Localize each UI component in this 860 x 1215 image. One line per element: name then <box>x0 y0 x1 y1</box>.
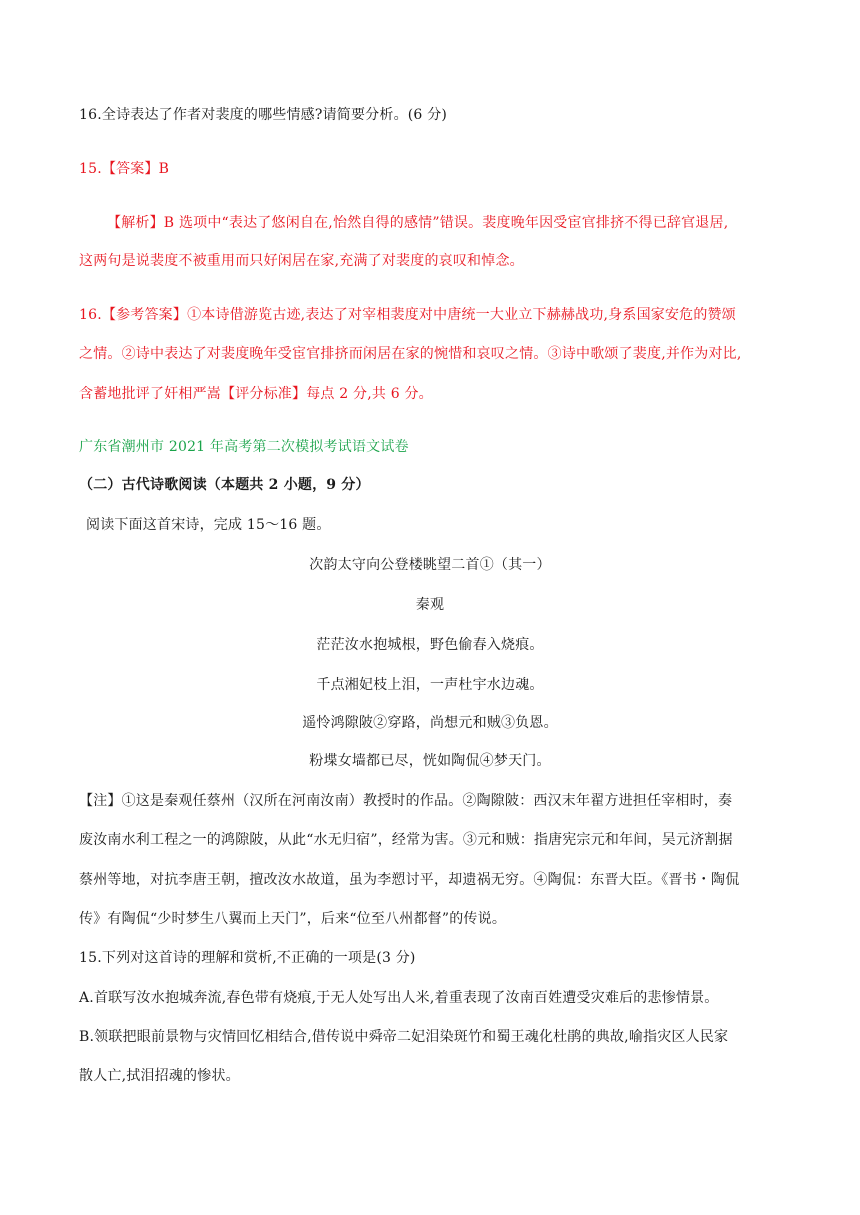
question-16-prompt: 16.全诗表达了作者对裴度的哪些情感?请简要分析。(6 分) <box>79 107 448 123</box>
question-15-prompt: 15.下列对这首诗的理解和赏析,不正确的一项是(3 分) <box>79 950 416 966</box>
question-15-option-a: A.首联写汝水抱城奔流,春色带有烧痕,于无人处写出人米,着重表现了汝南百姓遭受灾难后的悲惨情景。 <box>79 990 719 1006</box>
poem-line: 千点湘妃枝上泪，一声杜宇水边魂。 <box>316 677 544 693</box>
question-15-option-b-line-2: 散人亡,拭泪招魂的惨状。 <box>79 1068 240 1084</box>
notes-line-1: 【注】①这是秦观任蔡州（汉所在河南汝南）教授时的作品。②陶隙陂：西汉末年翟方进担任宰相时，奏 <box>79 793 733 809</box>
answer-16-line-1: 16.【参考答案】①本诗借游览古迹,表达了对宰相裴度对中唐统一大业立下赫赫战功,身系国家安危的赞颂 <box>79 307 736 323</box>
source-title: 广东省潮州市 2021 年高考第二次模拟考试语文试卷 <box>79 439 409 455</box>
poem-line: 茫茫汝水抱城根，野色偷春入烧痕。 <box>316 637 544 653</box>
poem-author: 秦观 <box>415 597 445 613</box>
answer-16-line-2: 之情。②诗中表达了对裴度晚年受宦官排挤而闲居在家的惋惜和哀叹之情。③诗中歌颂了裴度,并作为对比, <box>79 346 742 362</box>
answer-15-analysis-line-1: 【解析】B 选项中“表达了悠闲自在,怡然自得的感情”错误。裴度晚年因受宦官排挤不得已辞官退居, <box>107 215 729 231</box>
poem-title: 次韵太守向公登楼眺望二首①（其一） <box>309 557 551 573</box>
notes-line-3: 蔡州等地，对抗李唐王朝，擅改汝水故道，虽为李愬讨平，却遗祸无穷。④陶侃：东晋大臣。《晋书・陶侃 <box>79 872 740 888</box>
answer-15-label: 15.【答案】B <box>79 161 170 177</box>
notes-line-4: 传》有陶侃“少时梦生八翼而上天门”，后来“位至八州都督”的传说。 <box>79 911 507 927</box>
reading-instruction: 阅读下面这首宋诗，完成 15～16 题。 <box>86 517 331 533</box>
poem-line: 粉堞女墙都已尽，恍如陶侃④梦天门。 <box>309 753 551 769</box>
section-heading: （二）古代诗歌阅读（本题共 2 小题，9 分） <box>79 477 370 493</box>
question-15-option-b-line-1: B.领联把眼前景物与灾情回忆相结合,借传说中舜帝二妃泪染斑竹和蜀王魂化杜鹃的典故,喻指灾区人民家 <box>79 1029 729 1045</box>
answer-15-analysis-line-2: 这两句是说裴度不被重用而只好闲居在家,充满了对裴度的哀叹和悼念。 <box>79 253 524 269</box>
poem-line: 遥怜鸿隙陂②穿路，尚想元和贼③负恩。 <box>302 715 558 731</box>
answer-16-line-3: 含蓄地批评了奸相严嵩【评分标准】每点 2 分,共 6 分。 <box>79 386 433 402</box>
notes-line-2: 废汝南水利工程之一的鸿隙陂，从此“水无归宿”，经常为害。③元和贼：指唐宪宗元和年间，吴元济割据 <box>79 832 733 848</box>
